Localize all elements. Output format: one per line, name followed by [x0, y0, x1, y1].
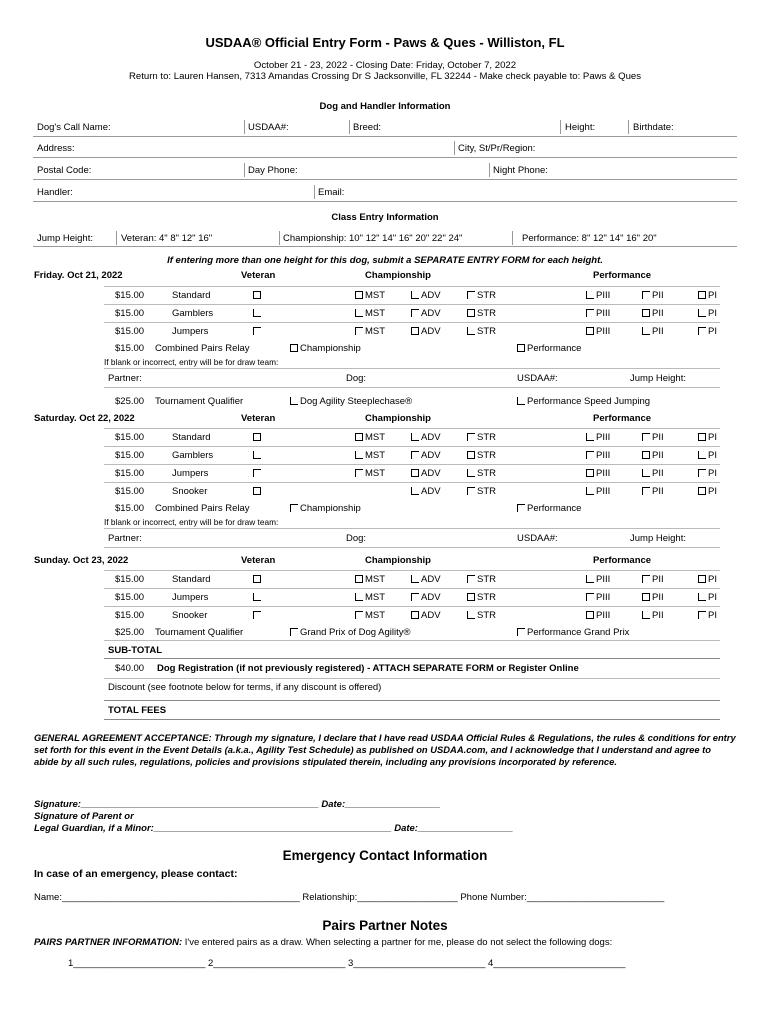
- sat-pi-checkbox[interactable]: PI: [698, 468, 717, 479]
- sun-mst-checkbox[interactable]: MST: [355, 592, 385, 603]
- checkbox-icon[interactable]: [698, 593, 706, 601]
- fri-partner-field[interactable]: Partner:: [108, 373, 142, 384]
- sat-piii-checkbox[interactable]: PIII: [586, 468, 610, 479]
- checkbox-icon[interactable]: [517, 628, 525, 636]
- friday-label: Friday. Oct 21, 2022: [34, 270, 123, 281]
- fri-tq-perf[interactable]: Performance Speed Jumping: [517, 396, 650, 407]
- height-field[interactable]: Height:: [565, 122, 596, 133]
- fri-pii-checkbox[interactable]: PII: [642, 326, 664, 337]
- sat-mst-checkbox[interactable]: MST: [355, 468, 385, 479]
- sat-pii-checkbox[interactable]: PII: [642, 450, 664, 461]
- sat-pairs-champ[interactable]: Championship: [290, 503, 361, 514]
- class-row: [0, 430, 770, 446]
- fri-adv-checkbox[interactable]: ADV: [411, 308, 441, 319]
- class-entry-heading: Class Entry Information: [331, 212, 439, 223]
- checkbox-icon[interactable]: [698, 291, 706, 299]
- sat-pii-checkbox[interactable]: PII: [642, 486, 664, 497]
- checkbox-icon[interactable]: [253, 327, 261, 335]
- checkbox-icon[interactable]: [411, 327, 419, 335]
- veteran-col-head: Veteran: [241, 413, 276, 424]
- checkbox-icon[interactable]: [467, 487, 475, 495]
- veteran-col-head: Veteran: [241, 270, 276, 281]
- checkbox-icon[interactable]: [698, 611, 706, 619]
- checkbox-icon[interactable]: [698, 487, 706, 495]
- fri-str-checkbox[interactable]: STR: [467, 308, 496, 319]
- fri-veteran-checkbox[interactable]: [253, 326, 263, 337]
- sun-piii-checkbox[interactable]: PIII: [586, 610, 610, 621]
- checkbox-icon[interactable]: [517, 344, 525, 352]
- checkbox-icon[interactable]: [355, 575, 363, 583]
- sat-pairs-perf[interactable]: Performance: [517, 503, 581, 514]
- checkbox-icon[interactable]: [642, 575, 650, 583]
- checkbox-icon[interactable]: [642, 487, 650, 495]
- event-dates: October 21 - 23, 2022 - Closing Date: Friday, October 7, 2022: [253, 60, 517, 71]
- fri-pi-checkbox[interactable]: PI: [698, 290, 717, 301]
- saturday-label: Saturday. Oct 22, 2022: [34, 413, 135, 424]
- sun-tq-perf[interactable]: Performance Grand Prix: [517, 627, 629, 638]
- class-row: [0, 448, 770, 464]
- checkbox-icon[interactable]: [253, 487, 261, 495]
- checkbox-icon[interactable]: [698, 575, 706, 583]
- checkbox-icon[interactable]: [642, 291, 650, 299]
- checkbox-icon[interactable]: [586, 611, 594, 619]
- sat-veteran-checkbox[interactable]: [253, 450, 263, 461]
- sun-mst-checkbox[interactable]: MST: [355, 610, 385, 621]
- sat-usdaa-field[interactable]: USDAA#:: [517, 533, 558, 544]
- sat-pii-checkbox[interactable]: PII: [642, 468, 664, 479]
- sat-adv-checkbox[interactable]: ADV: [411, 468, 441, 479]
- checkbox-icon[interactable]: [411, 611, 419, 619]
- jump-height-label: Jump Height:: [37, 233, 93, 244]
- sun-piii-checkbox[interactable]: PIII: [586, 592, 610, 603]
- checkbox-icon[interactable]: [467, 291, 475, 299]
- fri-piii-checkbox[interactable]: PIII: [586, 326, 610, 337]
- checkbox-icon[interactable]: [467, 309, 475, 317]
- checkbox-icon[interactable]: [698, 469, 706, 477]
- checkbox-icon[interactable]: [355, 291, 363, 299]
- sun-piii-checkbox[interactable]: PIII: [586, 574, 610, 585]
- sunday-label: Sunday. Oct 23, 2022: [34, 555, 129, 566]
- checkbox-icon[interactable]: [411, 469, 419, 477]
- checkbox-icon[interactable]: [467, 469, 475, 477]
- checkbox-icon[interactable]: [467, 575, 475, 583]
- fri-price: $15.00: [115, 326, 145, 337]
- sun-veteran-checkbox[interactable]: [253, 574, 263, 585]
- pairs-partner-info: PAIRS PARTNER INFORMATION: I've entered pairs as a draw. When selecting a partner for me, please do not select the following dogs:: [34, 937, 613, 948]
- sat-piii-checkbox[interactable]: PIII: [586, 450, 610, 461]
- checkbox-icon[interactable]: [290, 344, 298, 352]
- sat-piii-checkbox[interactable]: PIII: [586, 432, 610, 443]
- sat-adv-checkbox[interactable]: ADV: [411, 432, 441, 443]
- signature-line[interactable]: Signature:_____________________________________________ Date:__________________: [34, 799, 441, 810]
- fri-tq-name: Tournament Qualifier: [155, 396, 244, 407]
- class-row: [0, 590, 770, 606]
- championship-col-head: Championship: [365, 413, 431, 424]
- checkbox-icon[interactable]: [290, 397, 298, 405]
- checkbox-icon[interactable]: [642, 593, 650, 601]
- sun-pii-checkbox[interactable]: PII: [642, 574, 664, 585]
- night-phone-field[interactable]: Night Phone:: [493, 165, 548, 176]
- checkbox-icon[interactable]: [698, 451, 706, 459]
- dog-handler-heading: Dog and Handler Information: [319, 101, 451, 112]
- sat-jump-field[interactable]: Jump Height:: [630, 533, 686, 544]
- birthdate-field[interactable]: Birthdate:: [633, 122, 674, 133]
- fri-veteran-checkbox[interactable]: [253, 290, 263, 301]
- sun-pii-checkbox[interactable]: PII: [642, 610, 664, 621]
- fri-pii-checkbox[interactable]: PII: [642, 308, 664, 319]
- pairs-notes-heading: Pairs Partner Notes: [322, 918, 448, 933]
- class-row: [0, 572, 770, 588]
- checkbox-icon[interactable]: [411, 575, 419, 583]
- fri-adv-checkbox[interactable]: ADV: [411, 290, 441, 301]
- sat-price: $15.00: [115, 468, 145, 479]
- registration-label: Dog Registration (if not previously registered) - ATTACH SEPARATE FORM or Register Online: [157, 663, 579, 674]
- fri-class-name: Jumpers: [172, 326, 209, 337]
- sat-piii-checkbox[interactable]: PIII: [586, 486, 610, 497]
- postal-code-field[interactable]: Postal Code:: [37, 165, 92, 176]
- sat-class-name: Standard: [172, 432, 211, 443]
- sun-adv-checkbox[interactable]: ADV: [411, 592, 441, 603]
- sat-str-checkbox[interactable]: STR: [467, 450, 496, 461]
- sun-pii-checkbox[interactable]: PII: [642, 592, 664, 603]
- checkbox-icon[interactable]: [290, 628, 298, 636]
- sat-veteran-checkbox[interactable]: [253, 432, 263, 443]
- parent-signature-label: Signature of Parent or: [34, 811, 134, 822]
- sun-pi-checkbox[interactable]: PI: [698, 592, 717, 603]
- checkbox-icon[interactable]: [355, 309, 363, 317]
- sun-price: $15.00: [115, 574, 145, 585]
- performance-heights[interactable]: Performance: 8" 12" 14" 16" 20": [522, 233, 657, 244]
- sat-str-checkbox[interactable]: STR: [467, 432, 496, 443]
- checkbox-icon[interactable]: [253, 593, 261, 601]
- emergency-contact-line[interactable]: Name:_____________________________________________ Relationship:___________________ Phone Number:__________________________: [34, 892, 665, 903]
- veteran-heights[interactable]: Veteran: 4" 8" 12" 16": [121, 233, 213, 244]
- checkbox-icon[interactable]: [467, 451, 475, 459]
- form-title: USDAA® Official Entry Form - Paws & Ques - Williston, FL: [205, 35, 565, 50]
- sat-adv-checkbox[interactable]: ADV: [411, 450, 441, 461]
- class-row: [0, 324, 770, 340]
- checkbox-icon[interactable]: [467, 611, 475, 619]
- performance-col-head: Performance: [593, 555, 652, 566]
- registration-price: $40.00: [115, 663, 145, 674]
- checkbox-icon[interactable]: [642, 451, 650, 459]
- sat-veteran-checkbox[interactable]: [253, 486, 263, 497]
- fri-str-checkbox[interactable]: STR: [467, 326, 496, 337]
- fri-piii-checkbox[interactable]: PIII: [586, 290, 610, 301]
- fri-mst-checkbox[interactable]: MST: [355, 290, 385, 301]
- sat-pi-checkbox[interactable]: PI: [698, 432, 717, 443]
- checkbox-icon[interactable]: [253, 469, 261, 477]
- fri-str-checkbox[interactable]: STR: [467, 290, 496, 301]
- checkbox-icon[interactable]: [467, 433, 475, 441]
- fri-dog-field[interactable]: Dog:: [346, 373, 367, 384]
- fri-pairs-champ[interactable]: Championship: [290, 343, 361, 354]
- address-field[interactable]: Address:: [37, 143, 75, 154]
- sat-class-name: Snooker: [172, 486, 208, 497]
- checkbox-icon[interactable]: [411, 451, 419, 459]
- checkbox-icon[interactable]: [586, 593, 594, 601]
- sun-price: $15.00: [115, 592, 145, 603]
- class-row: [0, 484, 770, 500]
- fri-pairs-name: Combined Pairs Relay: [155, 343, 250, 354]
- emergency-heading: Emergency Contact Information: [282, 848, 488, 863]
- checkbox-icon[interactable]: [517, 397, 525, 405]
- sun-tq-price: $25.00: [115, 627, 145, 638]
- excluded-dogs-line[interactable]: 1_________________________ 2_________________________ 3_________________________ 4_________________________: [68, 958, 626, 969]
- checkbox-icon[interactable]: [290, 504, 298, 512]
- sat-price: $15.00: [115, 432, 145, 443]
- guardian-signature-line[interactable]: Legal Guardian, if a Minor:_____________________________________________ Date:__________________: [34, 823, 514, 834]
- performance-col-head: Performance: [593, 270, 652, 281]
- championship-col-head: Championship: [365, 555, 431, 566]
- checkbox-icon[interactable]: [698, 309, 706, 317]
- sat-price: $15.00: [115, 486, 145, 497]
- sat-dog-field[interactable]: Dog:: [346, 533, 367, 544]
- checkbox-icon[interactable]: [411, 593, 419, 601]
- sun-adv-checkbox[interactable]: ADV: [411, 574, 441, 585]
- fri-pii-checkbox[interactable]: PII: [642, 290, 664, 301]
- sun-pi-checkbox[interactable]: PI: [698, 610, 717, 621]
- fri-pi-checkbox[interactable]: PI: [698, 326, 717, 337]
- checkbox-icon[interactable]: [586, 291, 594, 299]
- checkbox-icon[interactable]: [253, 575, 261, 583]
- fri-price: $15.00: [115, 290, 145, 301]
- checkbox-icon[interactable]: [355, 451, 363, 459]
- checkbox-icon[interactable]: [642, 433, 650, 441]
- call-name-field[interactable]: Dog's Call Name:: [37, 122, 111, 133]
- sat-pi-checkbox[interactable]: PI: [698, 486, 717, 497]
- fri-pairs-perf[interactable]: Performance: [517, 343, 581, 354]
- checkbox-icon[interactable]: [253, 611, 261, 619]
- checkbox-icon[interactable]: [698, 327, 706, 335]
- sat-pi-checkbox[interactable]: PI: [698, 450, 717, 461]
- fri-piii-checkbox[interactable]: PIII: [586, 308, 610, 319]
- checkbox-icon[interactable]: [355, 469, 363, 477]
- sat-pairs-name: Combined Pairs Relay: [155, 503, 250, 514]
- fri-usdaa-field[interactable]: USDAA#:: [517, 373, 558, 384]
- sun-pi-checkbox[interactable]: PI: [698, 574, 717, 585]
- city-field[interactable]: City, St/Pr/Region:: [458, 143, 536, 154]
- checkbox-icon[interactable]: [411, 487, 419, 495]
- checkbox-icon[interactable]: [467, 327, 475, 335]
- fri-draw-note: If blank or incorrect, entry will be for draw team:: [104, 357, 279, 367]
- sat-str-checkbox[interactable]: STR: [467, 468, 496, 479]
- checkbox-icon[interactable]: [586, 309, 594, 317]
- sat-veteran-checkbox[interactable]: [253, 468, 263, 479]
- class-row: [0, 608, 770, 624]
- sun-tq-name: Tournament Qualifier: [155, 627, 244, 638]
- fri-veteran-checkbox[interactable]: [253, 308, 263, 319]
- sun-str-checkbox[interactable]: STR: [467, 592, 496, 603]
- checkbox-icon[interactable]: [698, 433, 706, 441]
- sun-adv-checkbox[interactable]: ADV: [411, 610, 441, 621]
- fri-class-name: Gamblers: [172, 308, 214, 319]
- checkbox-icon[interactable]: [586, 469, 594, 477]
- sat-mst-checkbox[interactable]: MST: [355, 432, 385, 443]
- championship-heights[interactable]: Championship: 10" 12" 14" 16" 20" 22" 24": [283, 233, 463, 244]
- sat-partner-field[interactable]: Partner:: [108, 533, 142, 544]
- checkbox-icon[interactable]: [411, 433, 419, 441]
- sun-tq-champ[interactable]: Grand Prix of Dog Agility®: [290, 627, 411, 638]
- return-address: Return to: Lauren Hansen, 7313 Amandas Crossing Dr S Jacksonville, FL 32244 - Make check payable to: Paws & Ques: [128, 71, 642, 82]
- performance-col-head: Performance: [593, 413, 652, 424]
- sat-class-name: Jumpers: [172, 468, 209, 479]
- sun-class-name: Jumpers: [172, 592, 209, 603]
- checkbox-icon[interactable]: [642, 309, 650, 317]
- fri-pairs-price: $15.00: [115, 343, 145, 354]
- sun-veteran-checkbox[interactable]: [253, 592, 263, 603]
- email-field[interactable]: Email:: [318, 187, 345, 198]
- separate-form-note: If entering more than one height for this dog, submit a SEPARATE ENTRY FORM for each height.: [167, 255, 603, 266]
- checkbox-icon[interactable]: [517, 504, 525, 512]
- day-phone-field[interactable]: Day Phone:: [248, 165, 298, 176]
- fri-tq-champ[interactable]: Dog Agility Steeplechase®: [290, 396, 412, 407]
- sat-class-name: Gamblers: [172, 450, 214, 461]
- checkbox-icon[interactable]: [586, 487, 594, 495]
- fri-price: $15.00: [115, 308, 145, 319]
- total-fees-label: TOTAL FEES: [108, 705, 167, 716]
- checkbox-icon[interactable]: [586, 327, 594, 335]
- checkbox-icon[interactable]: [642, 469, 650, 477]
- discount-label: Discount (see footnote below for terms, if any discount is offered): [108, 682, 382, 693]
- usdaa-number-field[interactable]: USDAA#:: [248, 122, 289, 133]
- class-row: [0, 466, 770, 482]
- sun-veteran-checkbox[interactable]: [253, 610, 263, 621]
- checkbox-icon[interactable]: [586, 433, 594, 441]
- checkbox-icon[interactable]: [355, 327, 363, 335]
- checkbox-icon[interactable]: [642, 327, 650, 335]
- handler-field[interactable]: Handler:: [37, 187, 73, 198]
- emergency-incase: In case of an emergency, please contact:: [34, 868, 238, 880]
- checkbox-icon[interactable]: [467, 593, 475, 601]
- sat-draw-note: If blank or incorrect, entry will be for draw team:: [104, 517, 279, 527]
- sat-pairs-price: $15.00: [115, 503, 145, 514]
- checkbox-icon[interactable]: [355, 433, 363, 441]
- sat-str-checkbox[interactable]: STR: [467, 486, 496, 497]
- general-agreement: GENERAL AGREEMENT ACCEPTANCE: Through my signature, I declare that I have read USDAA Official Rules & Regulations, the rules & conditions for entry set forth for this event in the Event Details (a.k.a., Agility Test Schedule) as published on USDAA.com, and I acknowledge that I understand and agree to abide by all such rules, regulations, policies and provisions stipulated therein, including any provisions incorporated by reference.: [34, 732, 736, 767]
- checkbox-icon[interactable]: [253, 291, 261, 299]
- championship-col-head: Championship: [365, 270, 431, 281]
- sun-str-checkbox[interactable]: STR: [467, 610, 496, 621]
- fri-mst-checkbox[interactable]: MST: [355, 326, 385, 337]
- subtotal-label: SUB-TOTAL: [108, 645, 163, 656]
- sat-price: $15.00: [115, 450, 145, 461]
- fri-pi-checkbox[interactable]: PI: [698, 308, 717, 319]
- checkbox-icon[interactable]: [355, 611, 363, 619]
- fri-tq-price: $25.00: [115, 396, 145, 407]
- fri-adv-checkbox[interactable]: ADV: [411, 326, 441, 337]
- checkbox-icon[interactable]: [642, 611, 650, 619]
- checkbox-icon[interactable]: [411, 291, 419, 299]
- class-row: [0, 288, 770, 304]
- sat-pii-checkbox[interactable]: PII: [642, 432, 664, 443]
- checkbox-icon[interactable]: [411, 309, 419, 317]
- checkbox-icon[interactable]: [253, 309, 261, 317]
- sun-mst-checkbox[interactable]: MST: [355, 574, 385, 585]
- checkbox-icon[interactable]: [586, 575, 594, 583]
- sat-adv-checkbox[interactable]: ADV: [411, 486, 441, 497]
- checkbox-icon[interactable]: [586, 451, 594, 459]
- sat-mst-checkbox[interactable]: MST: [355, 450, 385, 461]
- fri-class-name: Standard: [172, 290, 211, 301]
- veteran-col-head: Veteran: [241, 555, 276, 566]
- breed-field[interactable]: Breed:: [353, 122, 381, 133]
- class-row: [0, 306, 770, 322]
- fri-mst-checkbox[interactable]: MST: [355, 308, 385, 319]
- checkbox-icon[interactable]: [253, 451, 261, 459]
- fri-jump-field[interactable]: Jump Height:: [630, 373, 686, 384]
- sun-price: $15.00: [115, 610, 145, 621]
- checkbox-icon[interactable]: [355, 593, 363, 601]
- sun-class-name: Standard: [172, 574, 211, 585]
- sun-class-name: Snooker: [172, 610, 208, 621]
- checkbox-icon[interactable]: [253, 433, 261, 441]
- sun-str-checkbox[interactable]: STR: [467, 574, 496, 585]
